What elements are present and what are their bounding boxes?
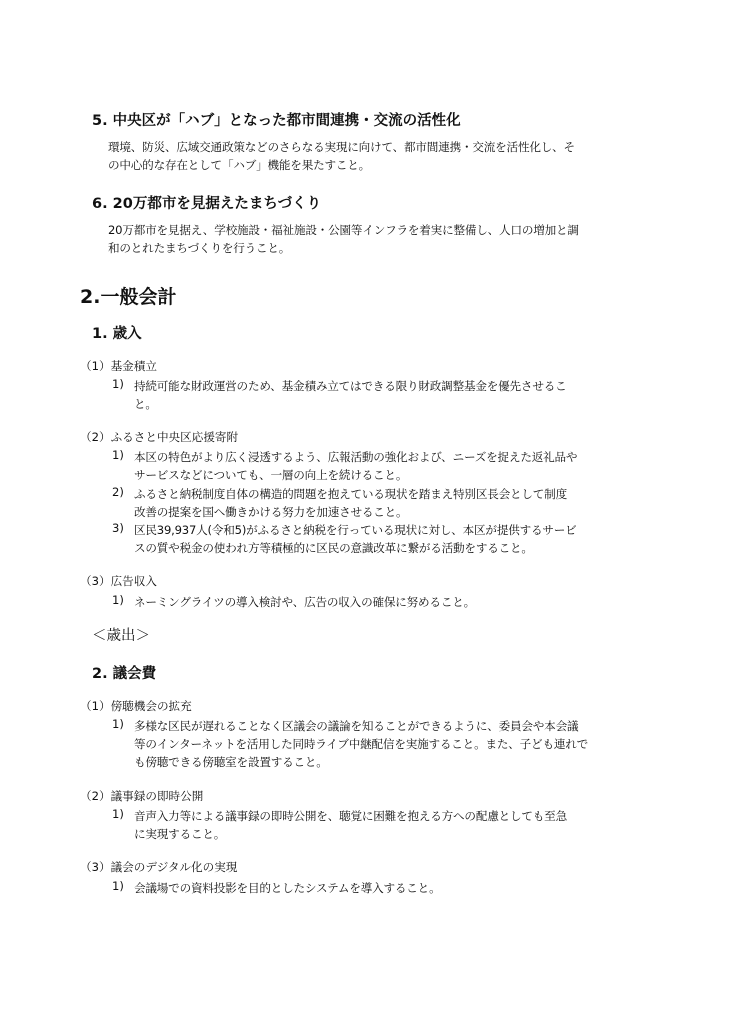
list-item-line: 会議場での資料投影を目的としたシステムを導入すること。: [134, 881, 441, 895]
list-item-line: 音声入力等による議事録の即時公開を、聴覚に困難を抱える方への配慮としても至急: [134, 809, 567, 823]
list-item-line: ネーミングライツの導入検討や、広告の収入の確保に努めること。: [134, 595, 476, 609]
list-number: 3): [112, 521, 124, 535]
list-number: 1): [112, 377, 124, 391]
revenue-sub-3-heading: （3）広告収入: [80, 574, 157, 588]
list-item-line: に実現すること。: [134, 827, 226, 841]
list-item-line: 区民39,937人(令和5)がふるさと納税を行っている現状に対し、本区が提供するサービ: [134, 523, 577, 537]
revenue-heading: 1. 歳入: [92, 326, 142, 342]
section-6-line-1: 20万都市を見据え、学校施設・福祉施設・公園等インフラを着実に整備し、人口の増加と調: [108, 223, 579, 237]
list-item-line: 本区の特色がより広く浸透するよう、広報活動の強化および、ニーズを捉えた返礼品や: [134, 450, 578, 464]
list-number: 1): [112, 717, 124, 731]
chapter-2-heading: 2.一般会計: [80, 286, 177, 308]
section-6-line-2: 和のとれたまちづくりを行うこと。: [108, 241, 291, 255]
assembly-sub-1-heading: （1）傍聴機会の拡充: [80, 699, 192, 713]
list-item-line: と。: [134, 397, 157, 411]
list-item-line: 多様な区民が遅れることなく区議会の議論を知ることができるように、委員会や本会議: [134, 719, 579, 733]
section-5-line-1: 環境、防災、広域交通政策などのさらなる実現に向けて、都市間連携・交流を活性化し、そ: [108, 140, 575, 154]
list-item-line: サービスなどについても、一層の向上を続けること。: [134, 468, 408, 482]
list-number: 1): [112, 879, 124, 893]
revenue-sub-2-heading: （2）ふるさと中央区応援寄附: [80, 430, 239, 444]
assembly-heading: 2. 議会費: [92, 666, 157, 682]
revenue-sub-1-heading: （1）基金積立: [80, 359, 157, 373]
list-item-line: スの質や税金の使われ方等積極的に区民の意識改革に繋がる活動をすること。: [134, 541, 533, 555]
list-item-line: 持続可能な財政運営のため、基金積み立てはできる限り財政調整基金を優先させるこ: [134, 379, 567, 393]
list-item-line: 改善の提案を国へ働きかける努力を加速させること。: [134, 505, 408, 519]
assembly-sub-3-heading: （3）議会のデジタル化の実現: [80, 860, 238, 874]
list-number: 1): [112, 593, 124, 607]
section-5-line-2: の中心的な存在として「ハブ」機能を果たすこと。: [108, 158, 371, 172]
assembly-sub-2-heading: （2）議事録の即時公開: [80, 789, 204, 803]
section-5-heading: 5. 中央区が「ハブ」となった都市間連携・交流の活性化: [92, 113, 461, 129]
list-number: 2): [112, 485, 124, 499]
section-6-heading: 6. 20万都市を見据えたまちづくり: [92, 196, 322, 212]
list-item-line: 等のインターネットを活用した同時ライブ中継配信を実施すること。また、子ども連れで: [134, 737, 589, 751]
list-number: 1): [112, 807, 124, 821]
expenditure-label: ＜歳出＞: [92, 628, 150, 644]
list-item-line: も傍聴できる傍聴室を設置すること。: [134, 755, 328, 769]
list-item-line: ふるさと納税制度自体の構造的問題を抱えている現状を踏まえ特別区長会として制度: [134, 487, 567, 501]
list-number: 1): [112, 448, 124, 462]
